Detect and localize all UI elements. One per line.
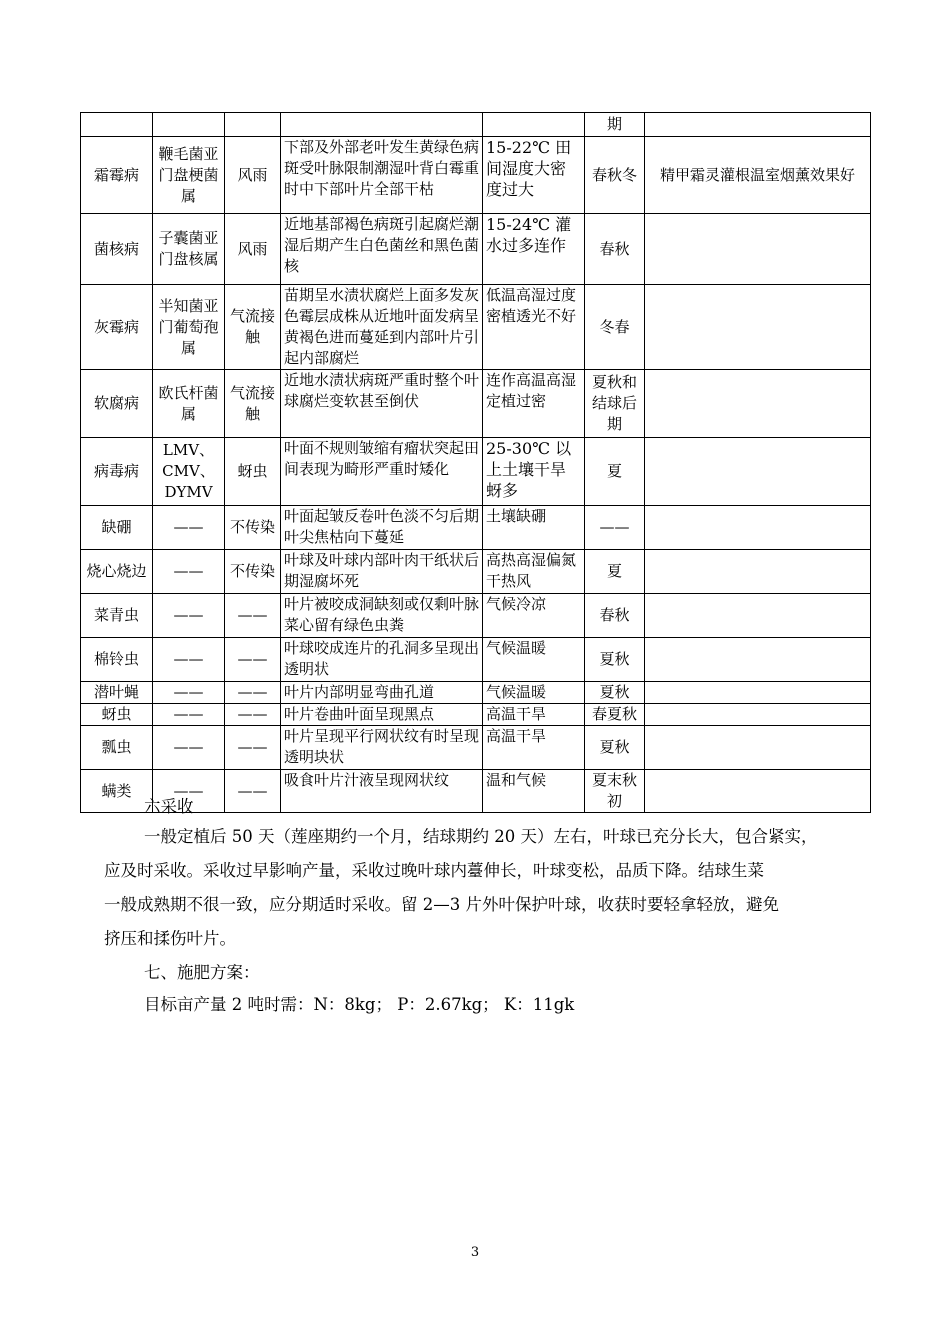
table-cell: —— xyxy=(153,550,225,594)
table-cell: 精甲霜灵灌根温室烟薰效果好 xyxy=(645,137,871,214)
table-cell: 高热高湿偏氮干热风 xyxy=(483,550,585,594)
table-row xyxy=(81,550,871,594)
table-cell: —— xyxy=(225,704,281,726)
table-cell: —— xyxy=(225,682,281,704)
table-cell xyxy=(645,214,871,285)
table-cell xyxy=(281,113,483,137)
table-cell: 风雨 xyxy=(225,137,281,214)
table-cell: 缺硼 xyxy=(81,506,153,550)
table-cell xyxy=(645,550,871,594)
table-cell xyxy=(645,506,871,550)
table-cell: 灰霉病 xyxy=(81,285,153,370)
table-row xyxy=(81,726,871,770)
table-cell: 夏 xyxy=(585,438,645,506)
table-cell: 气候温暖 xyxy=(483,638,585,682)
table-cell: —— xyxy=(153,506,225,550)
table-cell: 期 xyxy=(585,113,645,137)
table-cell xyxy=(645,704,871,726)
table-cell: 叶片内部明显弯曲孔道 xyxy=(281,682,483,704)
table-cell: 欧氏杆菌属 xyxy=(153,370,225,438)
table-cell: 叶面起皱反卷叶色淡不匀后期叶尖焦枯向下蔓延 xyxy=(281,506,483,550)
section6-paragraph-line: 一般成熟期不很一致，应分期适时采收。留 2—3 片外叶保护叶球，收获时要轻拿轻放，避免 xyxy=(104,895,779,914)
table-cell: 气候冷凉 xyxy=(483,594,585,638)
table-cell: 菜青虫 xyxy=(81,594,153,638)
table-cell xyxy=(225,113,281,137)
table-cell: 夏秋 xyxy=(585,726,645,770)
table-cell xyxy=(645,726,871,770)
table-cell: 潜叶蝇 xyxy=(81,682,153,704)
table-body xyxy=(81,113,871,813)
table-cell: 软腐病 xyxy=(81,370,153,438)
table-row xyxy=(81,285,871,370)
table-cell: 叶球咬成连片的孔洞多呈现出透明状 xyxy=(281,638,483,682)
table-cell: 叶片呈现平行网状纹有时呈现透明块状 xyxy=(281,726,483,770)
section6-paragraph-line: 应及时采收。采收过早影响产量，采收过晚叶球内薹伸长，叶球变松，品质下降。结球生菜 xyxy=(104,861,764,880)
table-cell: 苗期呈水渍状腐烂上面多发灰色霉层成株从近地叶面发病呈黄褐色进而蔓延到内部叶片引起内部腐烂 xyxy=(281,285,483,370)
table-cell xyxy=(81,113,153,137)
table-cell: 气流接触 xyxy=(225,285,281,370)
table-cell: 气流接触 xyxy=(225,370,281,438)
table-cell: —— xyxy=(153,704,225,726)
table-cell: —— xyxy=(225,770,281,813)
table-row xyxy=(81,594,871,638)
table-cell: 春夏秋 xyxy=(585,704,645,726)
section7-fertilizer-line: 目标亩产量 2 吨时需：N：8kg； P：2.67kg； K：11gk xyxy=(144,995,575,1014)
section6-heading: 六采收 xyxy=(144,797,194,816)
table-cell: 菌核病 xyxy=(81,214,153,285)
table-cell: 夏秋和结球后期 xyxy=(585,370,645,438)
table-cell: —— xyxy=(153,682,225,704)
table-cell: 春秋 xyxy=(585,594,645,638)
table-cell: 夏秋 xyxy=(585,682,645,704)
table-cell: 低温高湿过度密植透光不好 xyxy=(483,285,585,370)
table-cell xyxy=(153,113,225,137)
table-cell: 春秋冬 xyxy=(585,137,645,214)
table-cell: —— xyxy=(225,638,281,682)
table-cell: —— xyxy=(225,594,281,638)
table-cell: 棉铃虫 xyxy=(81,638,153,682)
table-cell xyxy=(645,638,871,682)
table-cell xyxy=(645,438,871,506)
table-row xyxy=(81,682,871,704)
table-cell: 温和气候 xyxy=(483,770,585,813)
table-cell: 春秋 xyxy=(585,214,645,285)
table-cell: 下部及外部老叶发生黄绿色病斑受叶脉限制潮湿叶背白霉重时中下部叶片全部干枯 xyxy=(281,137,483,214)
table-cell: 吸食叶片汁液呈现网状纹 xyxy=(281,770,483,813)
table-cell: 近地基部褐色病斑引起腐烂潮湿后期产生白色菌丝和黑色菌核 xyxy=(281,214,483,285)
table-cell: 叶球及叶球内部叶肉干纸状后期湿腐坏死 xyxy=(281,550,483,594)
page-number: 3 xyxy=(470,1245,480,1260)
table-cell: 叶面不规则皱缩有瘤状突起田间表现为畸形严重时矮化 xyxy=(281,438,483,506)
table-cell: 15-24℃ 灌水过多连作 xyxy=(483,214,585,285)
table-cell: 叶片卷曲叶面呈现黑点 xyxy=(281,704,483,726)
table-cell: 病毒病 xyxy=(81,438,153,506)
table-cell: 不传染 xyxy=(225,550,281,594)
table-cell: 高温干旱 xyxy=(483,704,585,726)
table-row xyxy=(81,370,871,438)
table-cell: 霜霉病 xyxy=(81,137,153,214)
table-row xyxy=(81,638,871,682)
table-row xyxy=(81,113,871,137)
disease-pest-table xyxy=(80,112,871,813)
table-cell: 25-30℃ 以上土壤干旱蚜多 xyxy=(483,438,585,506)
table-cell xyxy=(483,113,585,137)
table-cell: 子囊菌亚门盘核属 xyxy=(153,214,225,285)
table-cell: 夏 xyxy=(585,550,645,594)
table-cell: 近地水渍状病斑严重时整个叶球腐烂变软甚至倒伏 xyxy=(281,370,483,438)
table-cell: 螨类 xyxy=(81,770,153,813)
table-cell: —— xyxy=(153,594,225,638)
table-cell: 气候温暖 xyxy=(483,682,585,704)
table-cell xyxy=(645,113,871,137)
table-cell: —— xyxy=(225,726,281,770)
table-row xyxy=(81,137,871,214)
table-cell: 高温干旱 xyxy=(483,726,585,770)
section6-paragraph-line: 一般定植后 50 天（莲座期约一个月，结球期约 20 天）左右，叶球已充分长大，包合紧实， xyxy=(144,827,818,846)
table-cell: 冬春 xyxy=(585,285,645,370)
table-cell: 叶片被咬成洞缺刻或仅剩叶脉菜心留有绿色虫粪 xyxy=(281,594,483,638)
table-cell: LMV、CMV、DYMV xyxy=(153,438,225,506)
table-cell: —— xyxy=(153,726,225,770)
table-cell: —— xyxy=(585,506,645,550)
table-cell: 15-22℃ 田间湿度大密度过大 xyxy=(483,137,585,214)
table-row xyxy=(81,438,871,506)
table-cell: —— xyxy=(153,638,225,682)
table-cell: 鞭毛菌亚门盘梗菌属 xyxy=(153,137,225,214)
table-row xyxy=(81,214,871,285)
section7-heading: 七、施肥方案： xyxy=(144,963,260,982)
table-cell: 连作高温高湿定植过密 xyxy=(483,370,585,438)
table-cell: 蚜虫 xyxy=(225,438,281,506)
table-cell: 蚜虫 xyxy=(81,704,153,726)
section6-paragraph-line: 挤压和揉伤叶片。 xyxy=(104,929,236,948)
table-cell: 夏末秋初 xyxy=(585,770,645,813)
table-cell xyxy=(645,370,871,438)
table-cell: 土壤缺硼 xyxy=(483,506,585,550)
table-cell xyxy=(645,594,871,638)
table-row xyxy=(81,506,871,550)
table-cell: —— xyxy=(153,770,225,813)
table-cell: 夏秋 xyxy=(585,638,645,682)
table-row xyxy=(81,704,871,726)
table-cell: 烧心烧边 xyxy=(81,550,153,594)
table-cell: 半知菌亚门葡萄孢属 xyxy=(153,285,225,370)
table-cell xyxy=(645,285,871,370)
table-cell xyxy=(645,682,871,704)
table-cell: 不传染 xyxy=(225,506,281,550)
table-cell: 瓢虫 xyxy=(81,726,153,770)
table-cell: 风雨 xyxy=(225,214,281,285)
